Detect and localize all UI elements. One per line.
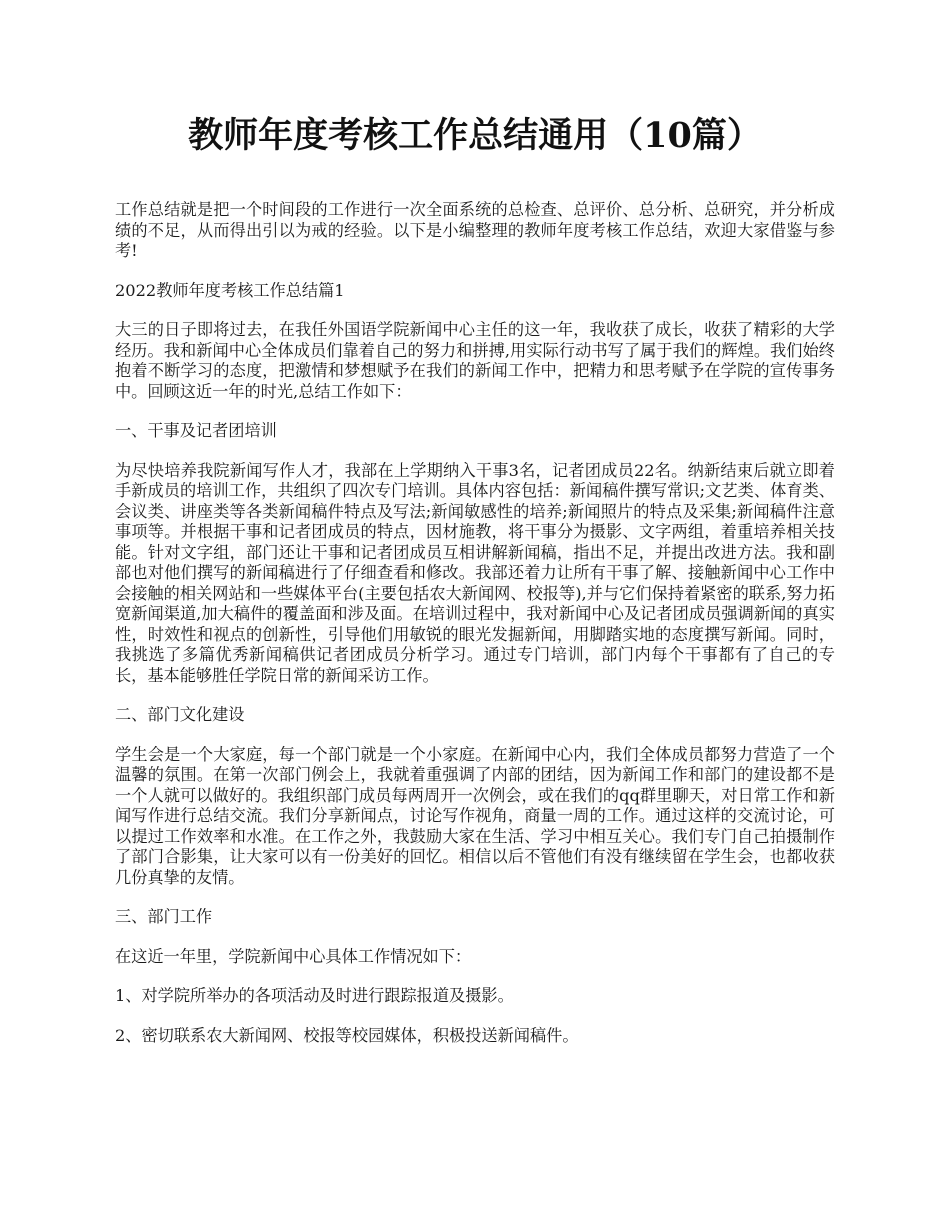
intro-paragraph: 工作总结就是把一个时间段的工作进行一次全面系统的总检查、总评价、总分析、总研究，并分析成绩的不足，从而得出引以为戒的经验。以下是小编整理的教师年度考核工作总结，欢迎大家借鉴与参考! bbox=[115, 200, 835, 260]
opening-paragraph: 大三的日子即将过去，在我任外国语学院新闻中心主任的这一年，我收获了成长，收获了精彩的大学经历。我和新闻中心全体成员们靠着自己的努力和拼搏,用实际行动书写了属于我们的辉煌。我们始终抱着不断学习的态度，把激情和梦想赋予在我们的新闻工作中，把精力和思考赋予在学院的宣传事务中。回顾这近一年的时光,总结工作如下： bbox=[115, 320, 835, 401]
section-body-training: 为尽快培养我院新闻写作人才，我部在上学期纳入干事3名，记者团成员22名。纳新结束后就立即着手新成员的培训工作，共组织了四次专门培训。具体内容包括：新闻稿件撰写常识;文艺类、体育类、会议类、讲座类等各类新闻稿件特点及写法;新闻敏感性的培养;新闻照片的特点及采集;新闻稿件注意事项等。并根据干事和记者团成员的特点，因材施教，将干事分为摄影、文字两组，着重培养相关技能。针对文字组，部门还让干事和记者团成员互相讲解新闻稿，指出不足，并提出改进方法。我和副部也对他们撰写的新闻稿进行了仔细查看和修改。我部还着力让所有干事了解、接触新闻中心工作中会接触的相关网站和一些媒体平台(主要包括农大新闻网、校报等),并与它们保持着紧密的联系,努力拓宽新闻渠道,加大稿件的覆盖面和涉及面。在培训过程中，我对新闻中心及记者团成员强调新闻的真实性，时效性和视点的创新性，引导他们用敏锐的眼光发掘新闻，用脚踏实地的态度撰写新闻。同时，我挑选了多篇优秀新闻稿供记者团成员分析学习。通过专门培训，部门内每个干事都有了自己的专长，基本能够胜任学院日常的新闻采访工作。 bbox=[115, 460, 835, 685]
work-item-1: 1、对学院所举办的各项活动及时进行跟踪报道及摄影。 bbox=[115, 986, 514, 1005]
section-heading-work: 三、部门工作 bbox=[115, 907, 213, 926]
section-body-culture: 学生会是一个大家庭，每一个部门就是一个小家庭。在新闻中心内，我们全体成员都努力营造了一个温馨的氛围。在第一次部门例会上，我就着重强调了内部的团结，因为新闻工作和部门的建设都不是一个人就可以做好的。我组织部门成员每两周开一次例会，或在我们的qq群里聊天，对日常工作和新闻写作进行总结交流。我们分享新闻点，讨论写作视角，商量一周的工作。通过这样的交流讨论，可以提过工作效率和水准。在工作之外，我鼓励大家在生活、学习中相互关心。我们专门自己拍摄制作了部门合影集，让大家可以有一份美好的回忆。相信以后不管他们有没有继续留在学生会，也都收获几份真挚的友情。 bbox=[115, 744, 835, 887]
document-title: 教师年度考核工作总结通用（10篇） bbox=[188, 115, 762, 156]
work-item-2: 2、密切联系农大新闻网、校报等校园媒体，积极投送新闻稿件。 bbox=[115, 1025, 579, 1045]
section-work-intro: 在这近一年里，学院新闻中心具体工作情况如下： bbox=[115, 946, 472, 966]
section-heading-training: 一、干事及记者团培训 bbox=[115, 421, 277, 440]
section-heading-culture: 二、部门文化建设 bbox=[115, 705, 245, 724]
article-heading: 2022教师年度考核工作总结篇1 bbox=[115, 280, 345, 300]
